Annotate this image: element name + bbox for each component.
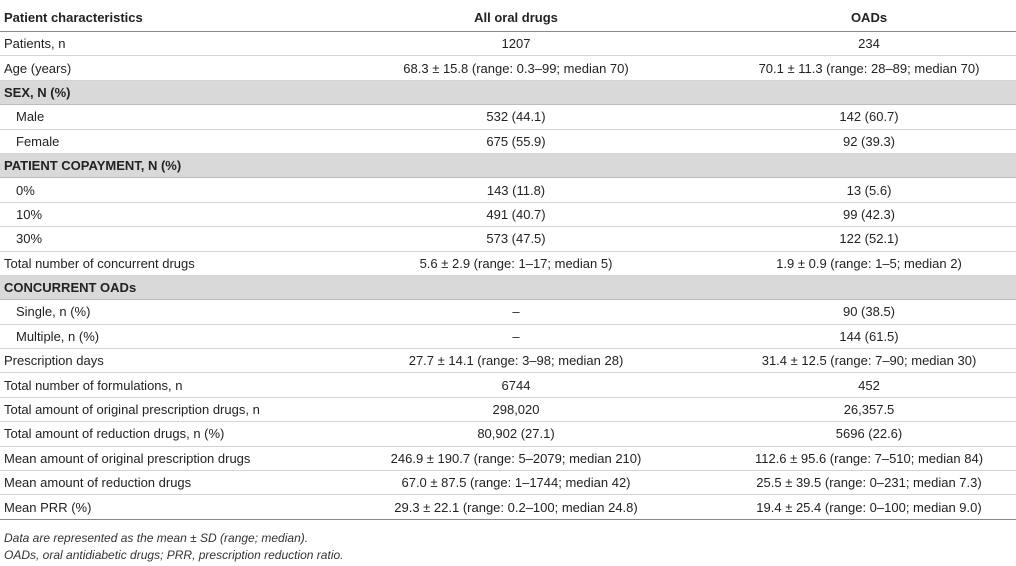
header-row [0, 4, 1016, 32]
table-row [0, 300, 1016, 324]
oads-cell: 234 [722, 32, 1016, 56]
table-footnotes [4, 530, 344, 564]
section-row [0, 275, 1016, 299]
all-oral-drugs-cell: 29.3 ± 22.1 (range: 0.2–100; median 24.8) [310, 495, 722, 519]
row-label: 30% [0, 227, 310, 251]
all-oral-drugs-cell: 5.6 ± 2.9 (range: 1–17; median 5) [310, 251, 722, 275]
oads-cell: 70.1 ± 11.3 (range: 28–89; median 70) [722, 56, 1016, 80]
oads-cell: 25.5 ± 39.5 (range: 0–231; median 7.3) [722, 471, 1016, 495]
table-row [0, 373, 1016, 397]
header-patient-characteristics: Patient characteristics [0, 4, 310, 32]
all-oral-drugs-cell: 67.0 ± 87.5 (range: 1–1744; median 42) [310, 471, 722, 495]
table-row [0, 446, 1016, 470]
row-label: Mean amount of reduction drugs [0, 471, 310, 495]
row-label: Mean amount of original prescription drugs [0, 446, 310, 470]
table-row [0, 349, 1016, 373]
row-label: Prescription days [0, 349, 310, 373]
footnote-abbreviations: OADs, oral antidiabetic drugs; PRR, prescription reduction ratio. [4, 548, 344, 562]
table-row [0, 178, 1016, 202]
oads-cell: 92 (39.3) [722, 129, 1016, 153]
row-label: Total amount of reduction drugs, n (%) [0, 422, 310, 446]
table-row [0, 227, 1016, 251]
table-row [0, 251, 1016, 275]
section-label: PATIENT COPAYMENT, N (%) [0, 153, 1016, 177]
oads-cell: 31.4 ± 12.5 (range: 7–90; median 30) [722, 349, 1016, 373]
oads-cell: 5696 (22.6) [722, 422, 1016, 446]
table-row [0, 202, 1016, 226]
header-oads: OADs [722, 4, 1016, 32]
all-oral-drugs-cell: 491 (40.7) [310, 202, 722, 226]
all-oral-drugs-cell: 80,902 (27.1) [310, 422, 722, 446]
row-label: Single, n (%) [0, 300, 310, 324]
section-row [0, 80, 1016, 104]
oads-cell: 122 (52.1) [722, 227, 1016, 251]
all-oral-drugs-cell: 143 (11.8) [310, 178, 722, 202]
row-label: Total amount of original prescription drugs, n [0, 397, 310, 421]
all-oral-drugs-cell: 573 (47.5) [310, 227, 722, 251]
table-row [0, 397, 1016, 421]
row-label: Multiple, n (%) [0, 324, 310, 348]
row-label: 0% [0, 178, 310, 202]
all-oral-drugs-cell: 298,020 [310, 397, 722, 421]
table-row [0, 129, 1016, 153]
oads-cell: 19.4 ± 25.4 (range: 0–100; median 9.0) [722, 495, 1016, 519]
row-label: Age (years) [0, 56, 310, 80]
all-oral-drugs-cell: 6744 [310, 373, 722, 397]
oads-cell: 13 (5.6) [722, 178, 1016, 202]
table-row [0, 32, 1016, 56]
all-oral-drugs-cell: – [310, 324, 722, 348]
table-row [0, 471, 1016, 495]
footnote-data-representation: Data are represented as the mean ± SD (range; median). [4, 531, 309, 545]
all-oral-drugs-cell: 68.3 ± 15.8 (range: 0.3–99; median 70) [310, 56, 722, 80]
all-oral-drugs-cell: 675 (55.9) [310, 129, 722, 153]
oads-cell: 99 (42.3) [722, 202, 1016, 226]
all-oral-drugs-cell: 1207 [310, 32, 722, 56]
row-label: Male [0, 105, 310, 129]
patient-characteristics-table [0, 4, 1016, 520]
oads-cell: 90 (38.5) [722, 300, 1016, 324]
row-label: Mean PRR (%) [0, 495, 310, 519]
all-oral-drugs-cell: 532 (44.1) [310, 105, 722, 129]
oads-cell: 144 (61.5) [722, 324, 1016, 348]
header-all-oral-drugs: All oral drugs [310, 4, 722, 32]
table-row [0, 422, 1016, 446]
row-label: Total number of concurrent drugs [0, 251, 310, 275]
table-row [0, 105, 1016, 129]
table-row [0, 495, 1016, 519]
table-row [0, 56, 1016, 80]
all-oral-drugs-cell: 27.7 ± 14.1 (range: 3–98; median 28) [310, 349, 722, 373]
table-body [0, 32, 1016, 520]
oads-cell: 1.9 ± 0.9 (range: 1–5; median 2) [722, 251, 1016, 275]
oads-cell: 452 [722, 373, 1016, 397]
row-label: Female [0, 129, 310, 153]
oads-cell: 142 (60.7) [722, 105, 1016, 129]
section-label: SEX, N (%) [0, 80, 1016, 104]
all-oral-drugs-cell: 246.9 ± 190.7 (range: 5–2079; median 210) [310, 446, 722, 470]
table-row [0, 324, 1016, 348]
oads-cell: 26,357.5 [722, 397, 1016, 421]
section-row [0, 153, 1016, 177]
section-label: CONCURRENT OADs [0, 275, 1016, 299]
all-oral-drugs-cell: – [310, 300, 722, 324]
row-label: 10% [0, 202, 310, 226]
oads-cell: 112.6 ± 95.6 (range: 7–510; median 84) [722, 446, 1016, 470]
row-label: Patients, n [0, 32, 310, 56]
row-label: Total number of formulations, n [0, 373, 310, 397]
